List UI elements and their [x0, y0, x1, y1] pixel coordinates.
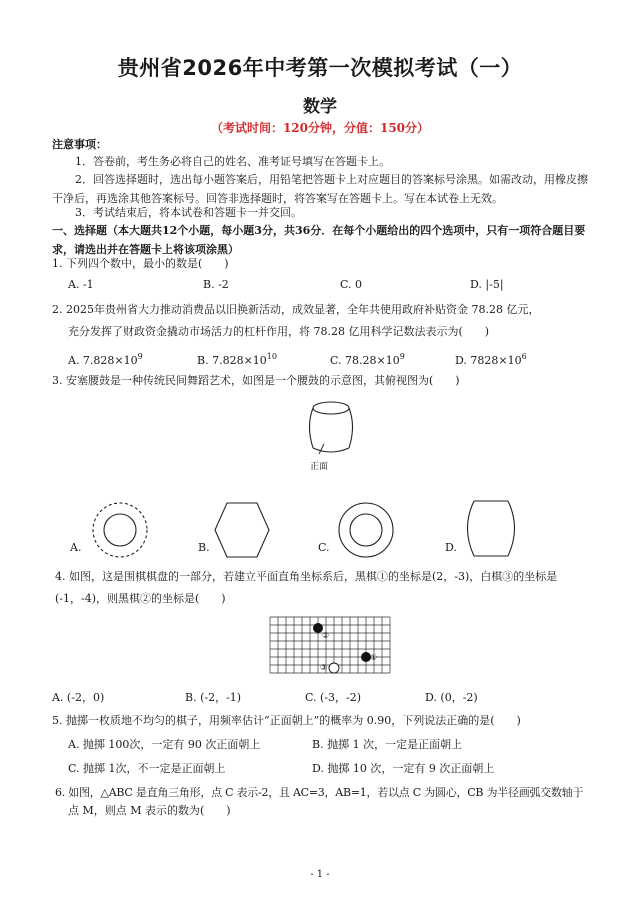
exam-title: 贵州省2026年中考第一次模拟考试（一）: [117, 56, 523, 80]
question-3-option-a: A.: [70, 541, 82, 554]
question-3-option-b: B.: [198, 541, 210, 554]
option-a-dashed-circle-figure: [90, 500, 150, 560]
stone-label-3: ③: [320, 663, 328, 672]
question-5-option-d: D. 抛掷 10 次，一定有 9 次正面朝上: [312, 762, 495, 775]
note-item-3: 3．考试结束后，将本试卷和答题卡一并交回。: [75, 206, 302, 219]
question-1-option-c: C. 0: [340, 278, 363, 291]
question-4-stem-line1: 4. 如图，这是围棋棋盘的一部分，若建立平面直角坐标系后，黑棋①的坐标是(2，-3)，白棋③的坐标是: [55, 570, 558, 583]
question-4-option-a: A. (-2，0): [52, 691, 105, 704]
waist-drum-figure: [300, 398, 370, 460]
stone-label-2: ②: [322, 631, 330, 640]
white-stone-3: [329, 663, 339, 673]
question-1-option-d: D. |-5|: [470, 278, 504, 291]
question-2-stem-line1: 2. 2025年贵州省大力推动消费品以旧换新活动，成效显著，全年共使用政府补贴资金 78.28 亿元，: [52, 303, 540, 316]
stone-label-1: ①: [370, 653, 378, 662]
question-5-option-c: C. 抛掷 1次，不一定是正面朝上: [68, 762, 226, 775]
question-4-stem-line2: (-1，-4)，则黑棋②的坐标是( ): [55, 592, 226, 605]
question-2-option-b: B. $7.828\times 10^{10}$: [197, 352, 277, 367]
question-1-stem: 1. 下列四个数中，最小的数是( ): [52, 257, 229, 270]
exam-time-info: （考试时间：120分钟，分值：150分）: [210, 121, 430, 135]
option-c-concentric-circle-figure: [336, 500, 396, 560]
question-5-stem: 5. 抛掷一枚质地不均匀的棋子，用频率估计“正面朝上”的概率为 0.90，下列说法正确的是( ): [52, 714, 521, 727]
question-4-option-b: B. (-2，-1): [185, 691, 242, 704]
go-board-figure: [268, 614, 396, 680]
question-2-option-a: A. $7.828\times 10^9$: [68, 352, 143, 367]
option-d-barrel-figure: [460, 498, 522, 560]
note-item-2: 2．回答选择题时，选出每小题答案后，用铅笔把答题卡上对应题目的答案标号涂黑。如需改动，用橡皮擦干净后，再选涂其他答案标号。回答非选择题时，将答案写在答题卡上。写在本试卷上无效。: [52, 173, 588, 205]
question-1-option-a: A. -1: [68, 278, 94, 291]
question-3-option-c: C.: [318, 541, 330, 554]
notes-heading: 注意事项：: [52, 138, 107, 151]
question-3-option-d: D.: [445, 541, 457, 554]
question-4-option-c: C. (-3，-2): [305, 691, 362, 704]
option-b-hexagon-figure: [212, 500, 272, 560]
question-5-option-a: A. 抛掷 100次，一定有 90 次正面朝上: [68, 738, 261, 751]
question-3-stem: 3. 安塞腰鼓是一种传统民间舞蹈艺术，如图是一个腰鼓的示意图，其俯视图为( ): [52, 374, 460, 387]
question-2-stem-line2: 充分发挥了财政资金撬动市场活力的杠杆作用，将 78.28 亿用科学记数法表示为( ): [68, 325, 490, 338]
question-1-option-b: B. -2: [203, 278, 229, 291]
question-2-option-d: D. $7828\times 10^6$: [455, 352, 527, 367]
question-5-option-b: B. 抛掷 1 次，一定是正面朝上: [312, 738, 463, 751]
note-item-1: 1．答卷前，考生务必将自己的姓名、准考证号填写在答题卡上。: [75, 155, 390, 168]
question-6-stem-line2: 点 M，则点 M 表示的数为( ): [68, 804, 231, 817]
question-2-option-c: C. $78.28\times 10^9$: [330, 352, 405, 367]
subject-heading: 数学: [303, 97, 337, 117]
section-heading: 一、选择题（本大题共12个小题，每小题3分，共36分．在每个小题给出的四个选项中，只有一项符合题目要求，请选出并在答题卡上将该项涂黑）: [52, 224, 586, 256]
page-number: - 1 -: [310, 869, 330, 880]
question-4-option-d: D. (0，-2): [425, 691, 478, 704]
question-6-stem-line1: 6. 如图，△ABC 是直角三角形，点 C 表示-2，且 AC=3，AB=1，若以点 C 为圆心，CB 为半径画弧交数轴于: [55, 786, 584, 799]
figure-front-label: 正面: [310, 462, 329, 472]
